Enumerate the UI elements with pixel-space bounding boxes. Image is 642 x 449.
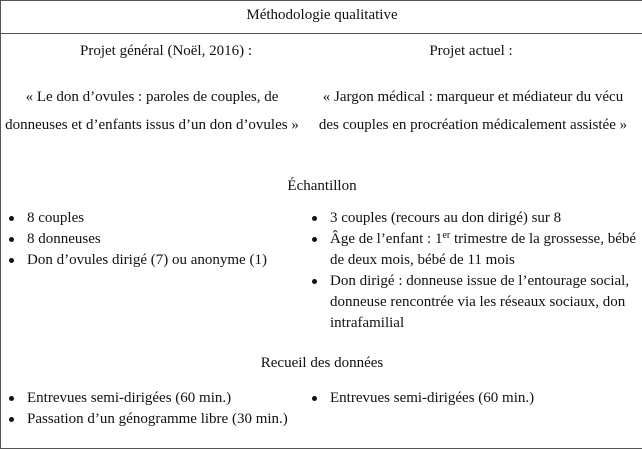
list-item: Don dirigé : donneuse issue de l’entourage social, donneuse rencontrée via les réseaux sociaux, don intrafamilial [304, 271, 639, 334]
right-data-list [304, 388, 639, 409]
left-data-list [1, 388, 291, 430]
superscript: er [442, 230, 451, 241]
list-item: Entrevues semi-dirigées (60 min.) [1, 388, 291, 409]
list-item [304, 229, 639, 271]
section-data-heading: Recueil des données [260, 355, 384, 371]
header-divider [1, 33, 642, 34]
list-item: 8 couples [1, 208, 291, 229]
left-project-heading: Projet général (Noël, 2016) : [79, 43, 253, 59]
list-item: Passation d’un génogramme libre (30 min.) [1, 409, 291, 430]
right-sample-list [304, 208, 639, 334]
left-study-title: « Le don d’ovules : paroles de couples, de donneuses et d’enfants issus d’un don d’ovules » [5, 89, 299, 133]
section-sample-heading: Échantillon [287, 178, 357, 194]
list-item: Entrevues semi-dirigées (60 min.) [304, 388, 639, 409]
table-title: Méthodologie qualitative [246, 7, 398, 23]
list-item-text: trimestre de la grossesse, bébé de deux mois, bébé de 11 mois [330, 231, 637, 268]
right-project-heading: Projet actuel : [429, 43, 513, 59]
right-study-title: « Jargon médical : marqueur et médiateur du vécu des couples en procréation médicalement assistée » [318, 89, 628, 133]
list-item: 3 couples (recours au don dirigé) sur 8 [304, 208, 639, 229]
list-item-text: Âge de l’enfant : 1 [330, 231, 443, 247]
list-item: Don d’ovules dirigé (7) ou anonyme (1) [1, 250, 291, 271]
list-item: 8 donneuses [1, 229, 291, 250]
left-sample-list [1, 208, 291, 271]
